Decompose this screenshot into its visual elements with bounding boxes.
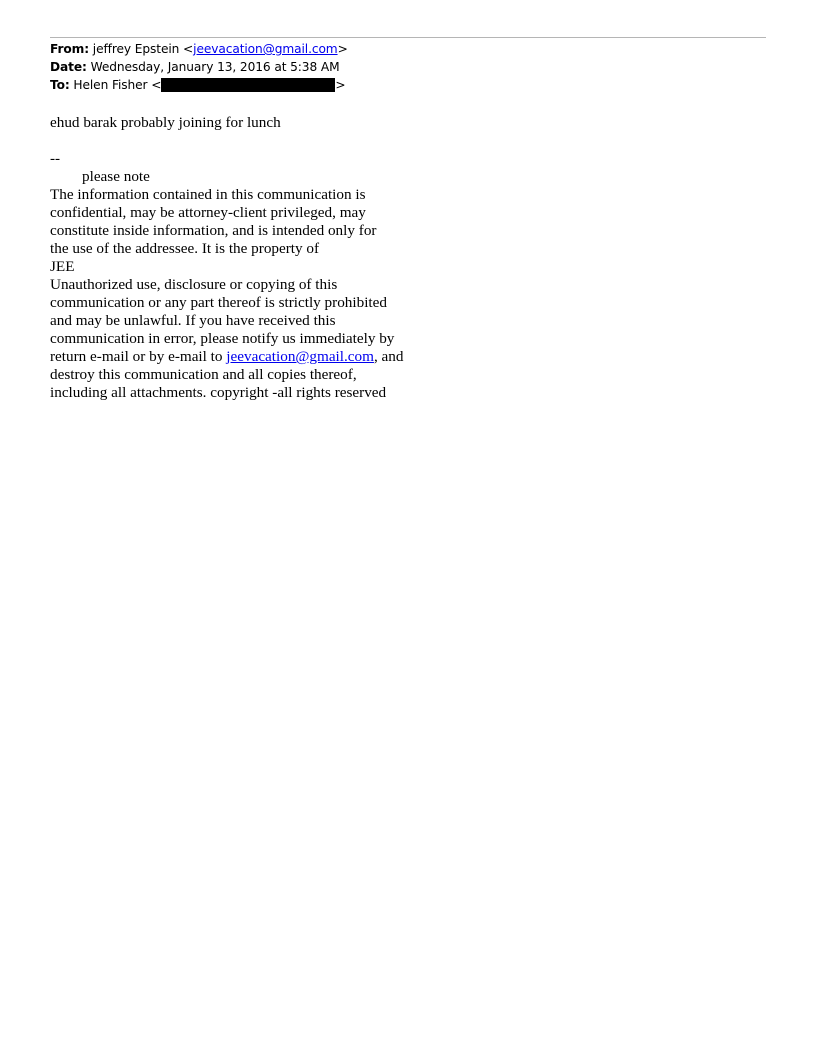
- disclaimer-line: The information contained in this communication is: [50, 186, 366, 203]
- email-header: [50, 40, 348, 94]
- date-row: [50, 58, 348, 76]
- message-text: ehud barak probably joining for lunch: [50, 114, 281, 131]
- blank-line: [50, 132, 470, 150]
- date-value: Wednesday, January 13, 2016 at 5:38 AM: [90, 60, 340, 74]
- to-name: Helen Fisher <: [73, 78, 162, 92]
- disclaimer-line: including all attachments. copyright -all rights reserved: [50, 384, 387, 401]
- disclaimer-line: constitute inside information, and is intended only for: [50, 222, 377, 239]
- note-heading: please note: [82, 168, 150, 185]
- from-name: jeffrey Epstein <: [92, 42, 194, 56]
- disclaimer-line: destroy this communication and all copies thereof,: [50, 366, 357, 383]
- disclaimer-line: JEE: [50, 258, 75, 275]
- return-email-link[interactable]: jeevacation@gmail.com: [226, 348, 374, 365]
- disclaimer-line: confidential, may be attorney-client privileged, may: [50, 204, 366, 221]
- to-close: >: [335, 78, 346, 92]
- from-email-link[interactable]: jeevacation@gmail.com: [193, 42, 338, 56]
- to-row: [50, 76, 348, 94]
- from-close: >: [337, 42, 348, 56]
- disclaimer-line: the use of the addressee. It is the property of: [50, 240, 320, 257]
- date-label: Date:: [50, 60, 87, 74]
- from-label: From:: [50, 42, 90, 56]
- disclaimer-line: communication in error, please notify us immediately by: [50, 330, 395, 347]
- header-divider: [50, 37, 766, 38]
- disclaimer-line: Unauthorized use, disclosure or copying of this: [50, 276, 338, 293]
- disclaimer-line: communication or any part thereof is strictly prohibited: [50, 294, 387, 311]
- email-body: [50, 114, 470, 402]
- return-suffix: , and: [373, 348, 404, 365]
- from-row: [50, 40, 348, 58]
- disclaimer-line: and may be unlawful. If you have received this: [50, 312, 336, 329]
- return-prefix: return e-mail or by e-mail to: [50, 348, 227, 365]
- to-label: To:: [50, 78, 70, 92]
- redaction-block: [161, 78, 335, 92]
- return-email-line: [50, 348, 470, 366]
- signature-separator: --: [50, 150, 61, 167]
